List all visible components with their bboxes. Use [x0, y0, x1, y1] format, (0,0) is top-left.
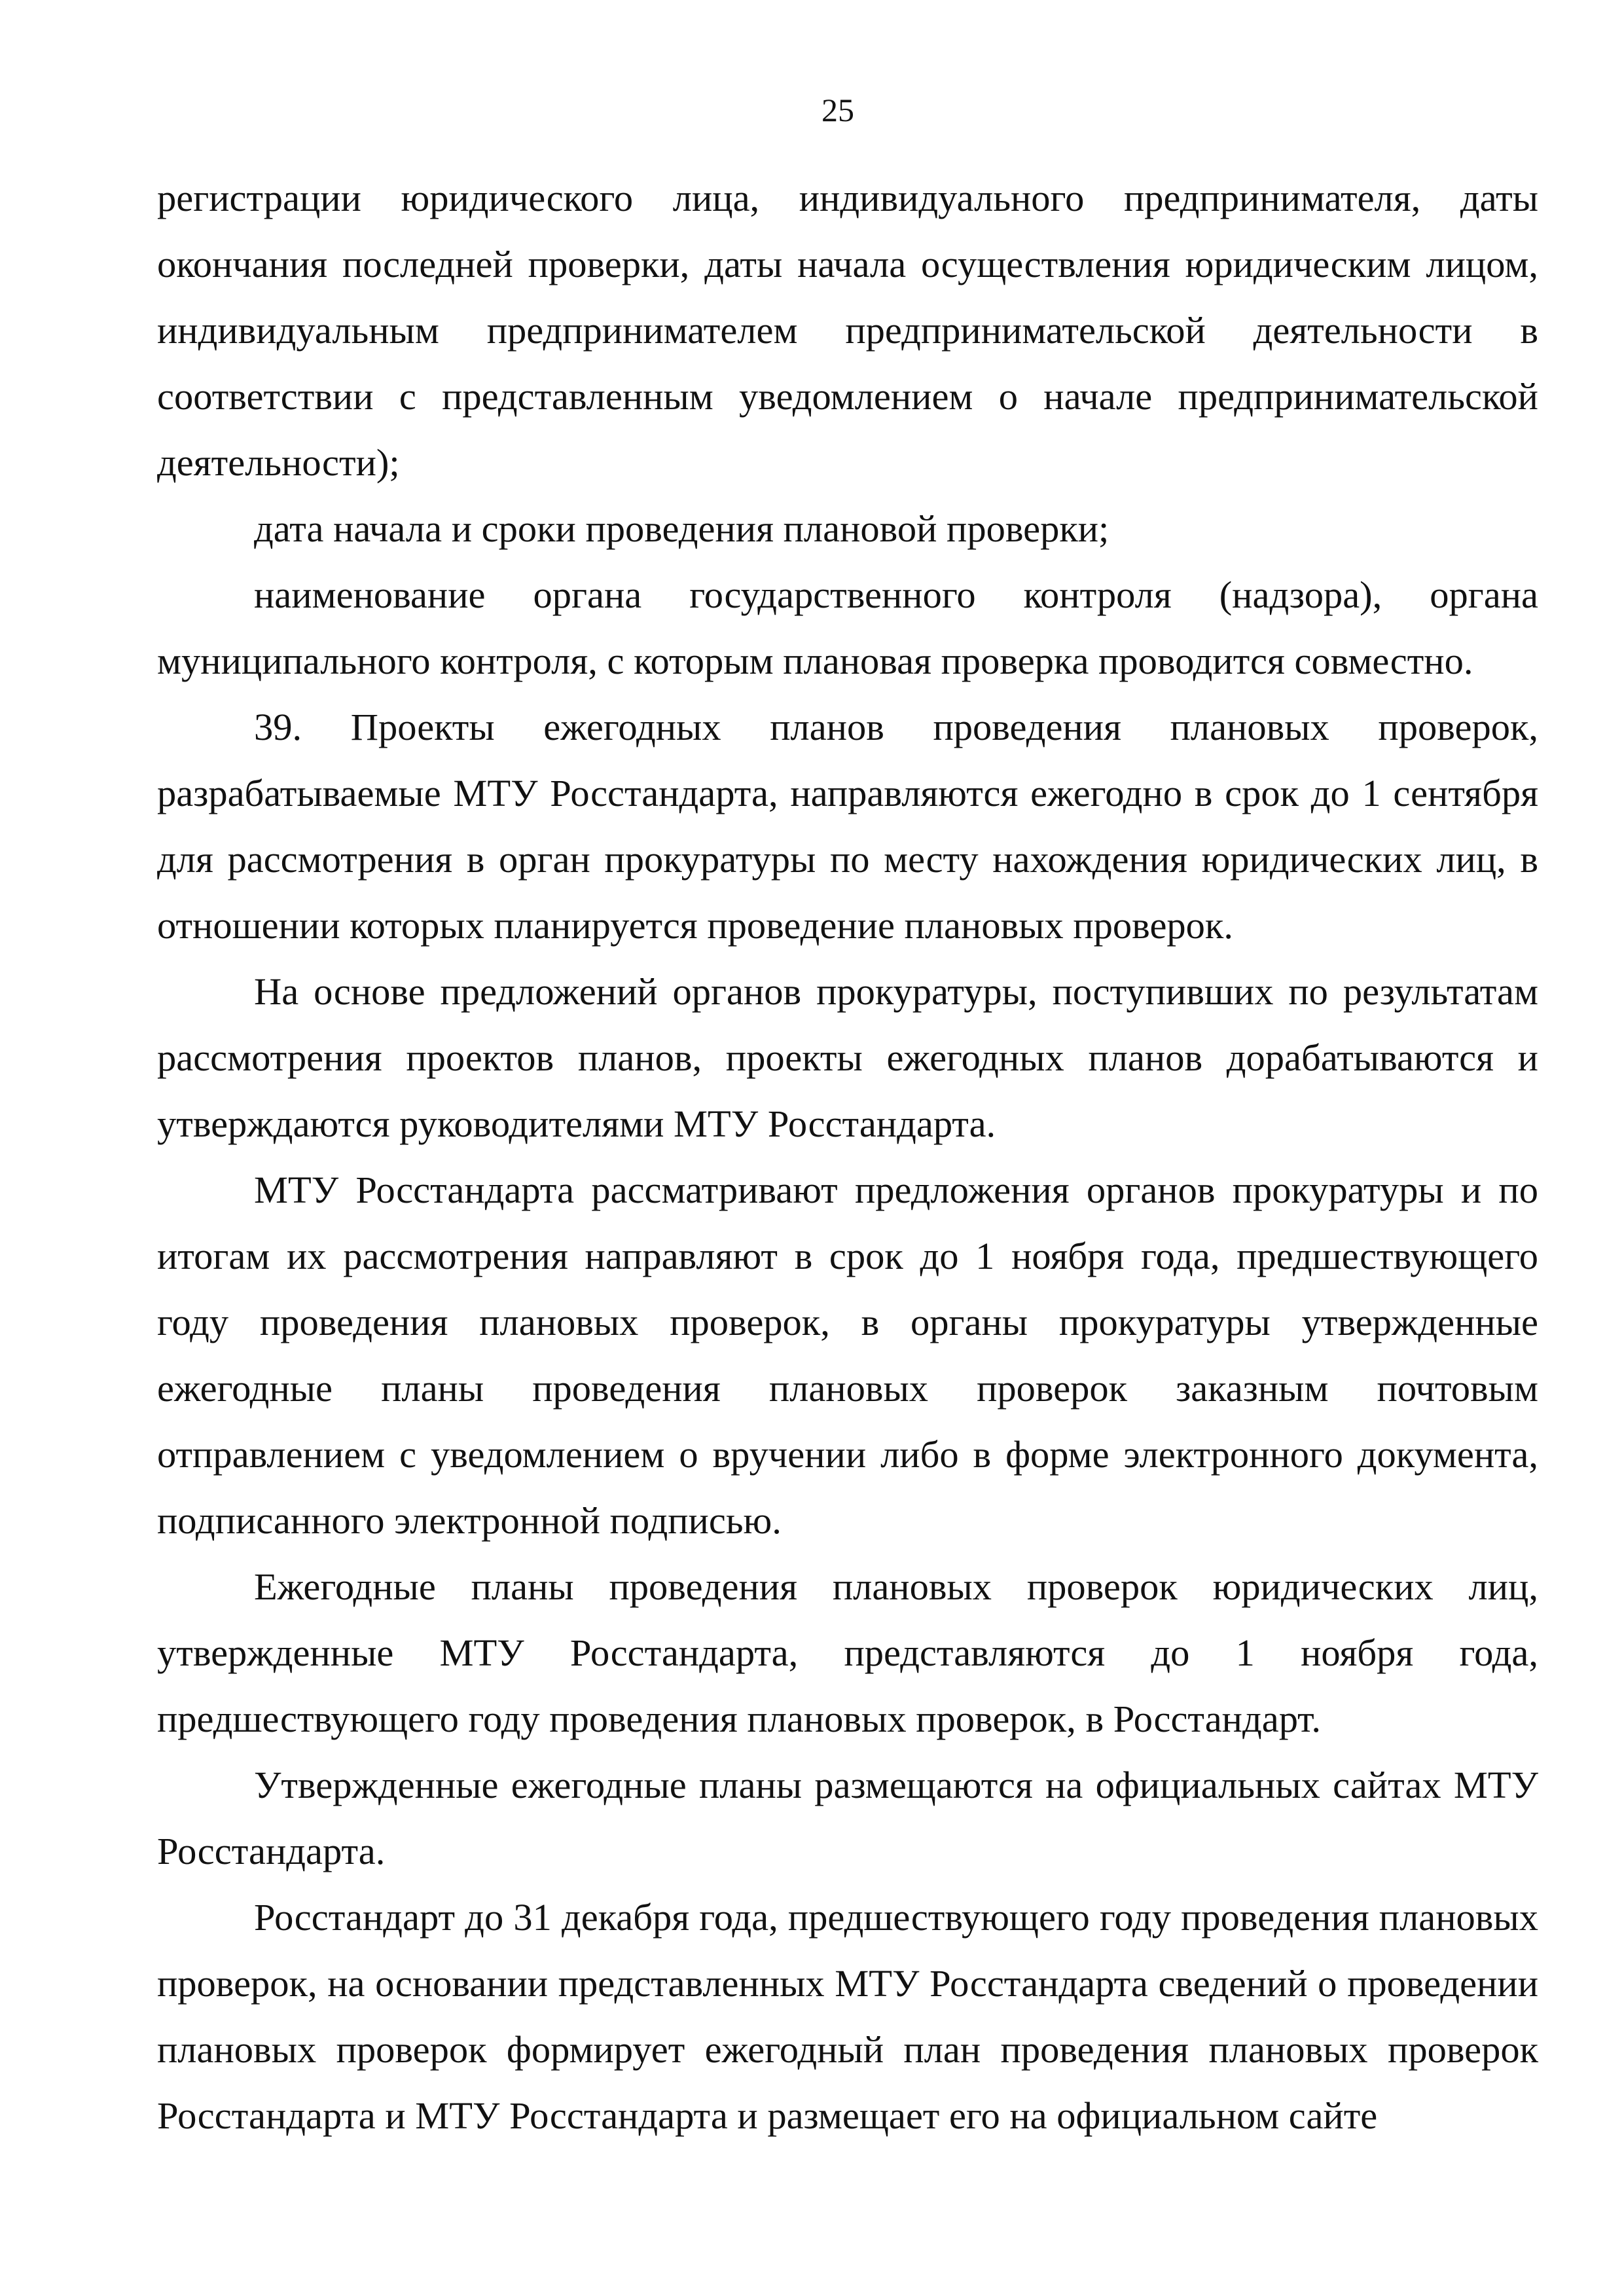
document-body [157, 165, 1538, 2149]
paragraph-prosecutor-proposals: На основе предложений органов прокуратуры, поступивших по результатам рассмотрения проектов планов, проекты ежегодных планов дорабатываются и утверждаются руководителями МТУ Росстандарта. [157, 970, 1538, 1145]
paragraph-continuation: регистрации юридического лица, индивидуального предпринимателя, даты окончания последней проверки, даты начала осуществления юридическим лицом, индивидуальным предпринимателем предпринимательской деятельности в соответствии с представленным уведомлением о начале предпринимательской деятельности); [157, 177, 1538, 484]
paragraph-mtu-review: МТУ Росстандарта рассматривают предложения органов прокуратуры и по итогам их рассмотрения направляют в срок до 1 ноября года, предшествующего году проведения плановых проверок, в органы прокуратуры утвержденные ежегодные планы проведения плановых проверок заказным почтовым отправлением с уведомлением о вручении либо в форме электронного документа, подписанного электронной подписью. [157, 1169, 1538, 1542]
paragraph-joint-authority: наименование органа государственного контроля (надзора), органа муниципального контроля, с которым плановая проверка проводится совместно. [157, 574, 1538, 682]
paragraph-item-39: 39. Проекты ежегодных планов проведения плановых проверок, разрабатываемые МТУ Росстандарта, направляются ежегодно в срок до 1 сентября для рассмотрения в орган прокуратуры по месту нахождения юридических лиц, в отношении которых планируется проведение плановых проверок. [157, 706, 1538, 947]
page-number: 25 [821, 92, 854, 128]
paragraph-plans-publication: Утвержденные ежегодные планы размещаются на официальных сайтах МТУ Росстандарта. [157, 1764, 1538, 1872]
paragraph-start-date: дата начала и сроки проведения плановой проверки; [254, 507, 1110, 550]
paragraph-rosstandart-plan: Росстандарт до 31 декабря года, предшествующего году проведения плановых проверок, на основании представленных МТУ Росстандарта сведений о проведении плановых проверок формирует ежегодный план проведения плановых проверок Росстандарта и МТУ Росстандарта и размещает его на официальном сайте [157, 1896, 1538, 2137]
paragraph-annual-plans-submission: Ежегодные планы проведения плановых проверок юридических лиц, утвержденные МТУ Росстандарта, представляются до 1 ноября года, предшествующего году проведения плановых проверок, в Росстандарт. [157, 1565, 1538, 1740]
